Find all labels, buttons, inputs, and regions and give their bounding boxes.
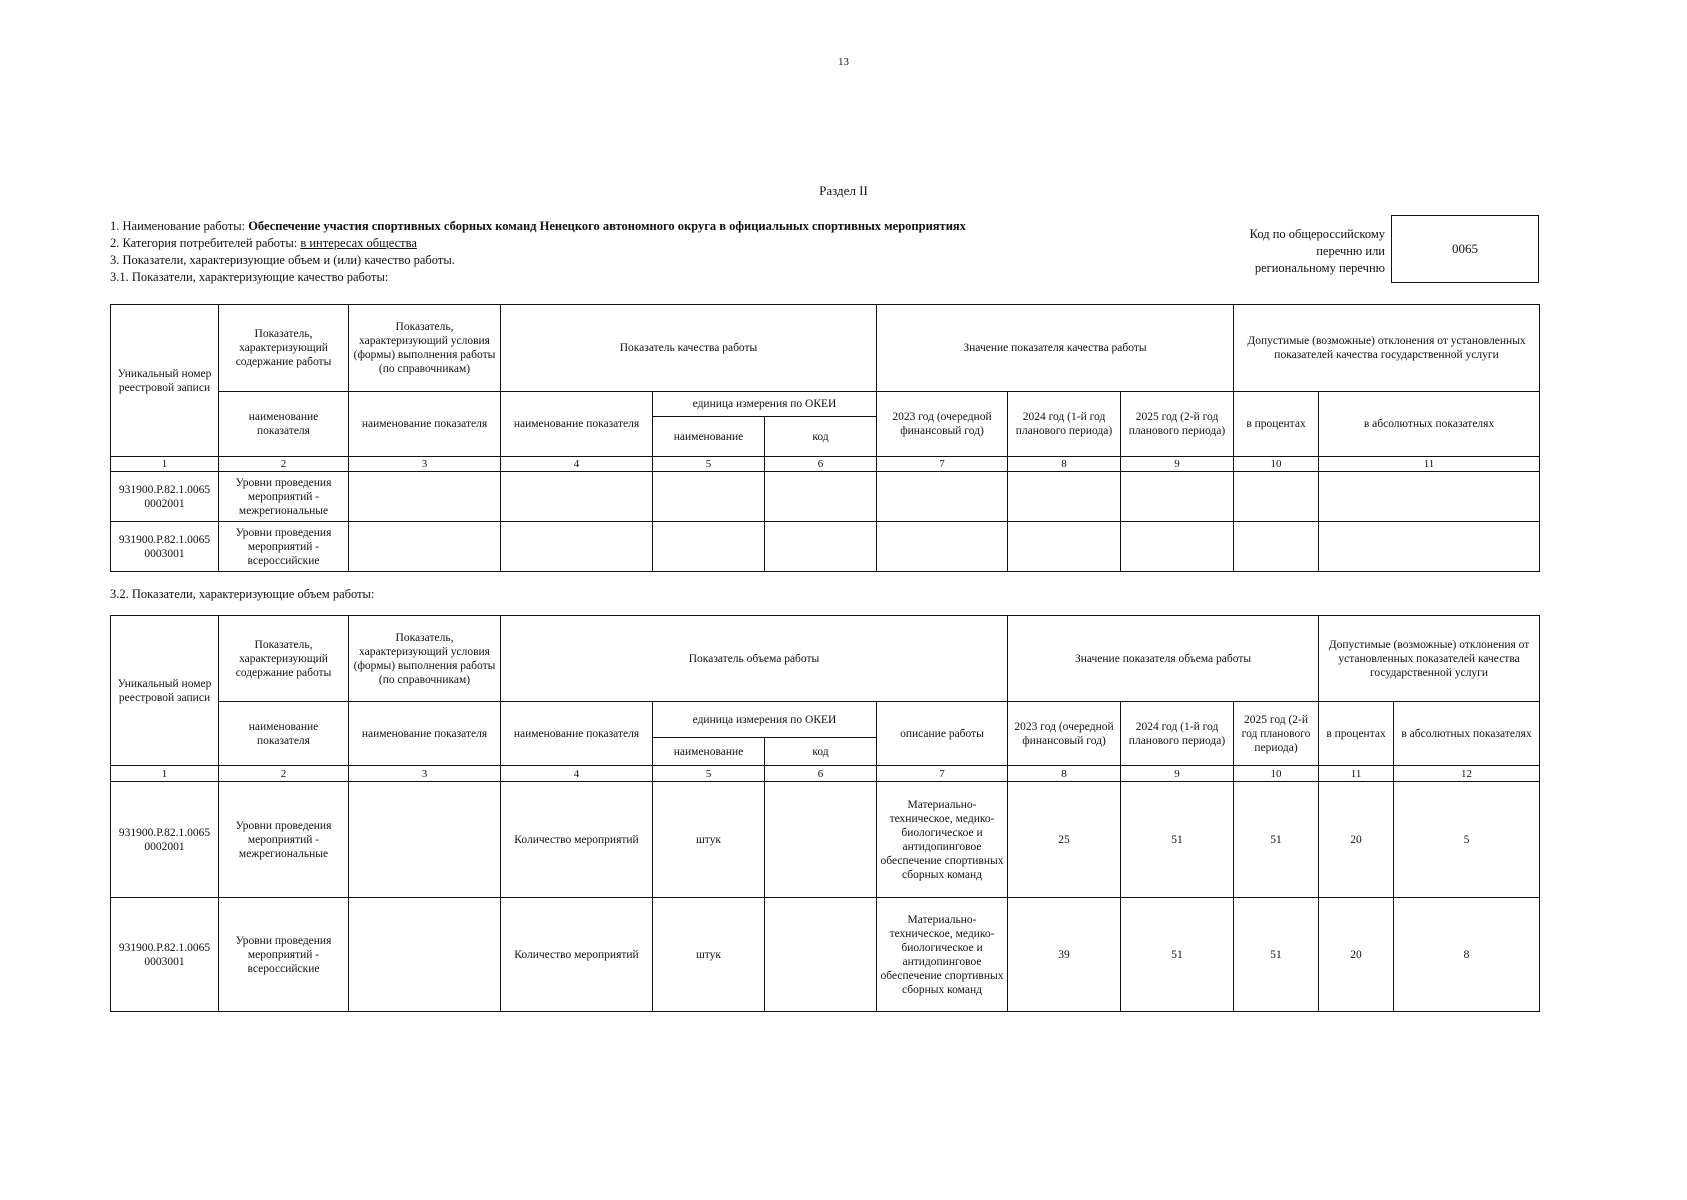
- qt-col-num: 1: [111, 457, 219, 472]
- vt-header-deviation: Допустимые (возможные) отклонения от установленных показателей качества государственной услуги: [1319, 616, 1540, 702]
- code-label-line-3: региональному перечню: [1254, 261, 1385, 275]
- vt-header-content: Показатель, характеризующий содержание работы: [219, 616, 349, 702]
- vt-row-2024: 51: [1121, 782, 1234, 898]
- consumer-category-label: 2. Категория потребителей работы:: [110, 236, 301, 250]
- vt-row-unit: штук: [653, 898, 765, 1012]
- qt-header-unique: Уникальный номер реестровой записи: [111, 305, 219, 457]
- qt-col-num: 11: [1319, 457, 1540, 472]
- vt-header-unique: Уникальный номер реестровой записи: [111, 616, 219, 766]
- quality-table: [110, 304, 1540, 572]
- vt-col-num: 11: [1319, 766, 1394, 782]
- vt-row-indicator: Количество мероприятий: [501, 782, 653, 898]
- work-info: [110, 218, 1210, 286]
- qt-header-value: Значение показателя качества работы: [877, 305, 1234, 392]
- qt-cell: [653, 522, 765, 572]
- qt-column-numbers: [111, 457, 1540, 472]
- qt-cell: [1319, 472, 1540, 522]
- consumer-category-line: [110, 235, 1210, 252]
- vt-cell: [765, 898, 877, 1012]
- vt-header-conditions: Показатель, характеризующий условия (формы) выполнения работы (по справочникам): [349, 616, 501, 702]
- vt-header-absolute: в абсолютных показателях: [1394, 702, 1540, 766]
- qt-col-num: 9: [1121, 457, 1234, 472]
- vt-col-num: 8: [1008, 766, 1121, 782]
- table-row: [111, 522, 1540, 572]
- vt-cell: [765, 782, 877, 898]
- qt-cell: [1319, 522, 1540, 572]
- code-label-line-1: Код по общероссийскому: [1249, 227, 1385, 241]
- qt-row-content: Уровни проведения мероприятий - межрегиональные: [219, 472, 349, 522]
- vt-col-num: 3: [349, 766, 501, 782]
- vt-col-num: 6: [765, 766, 877, 782]
- vt-row-unit: штук: [653, 782, 765, 898]
- vt-header-cond-name: наименование показателя: [349, 702, 501, 766]
- qt-col-num: 3: [349, 457, 501, 472]
- qt-col-num: 7: [877, 457, 1008, 472]
- qt-col-num: 5: [653, 457, 765, 472]
- qt-cell: [653, 472, 765, 522]
- table-row: [111, 472, 1540, 522]
- work-name-line: [110, 218, 1210, 235]
- vt-header-okei-name: наименование: [653, 738, 765, 766]
- qt-header-cond-name: наименование показателя: [349, 392, 501, 457]
- code-box: 0065: [1391, 215, 1539, 283]
- qt-header-content-name: наименование показателя: [219, 392, 349, 457]
- qt-header-conditions: Показатель, характеризующий условия (формы) выполнения работы (по справочникам): [349, 305, 501, 392]
- vt-row-id: 931900.Р.82.1.0065 0002001: [111, 782, 219, 898]
- vt-row-description: Материально-техническое, медико-биологическое и антидопинговое обеспечение спортивных сборных команд: [877, 782, 1008, 898]
- vt-row-indicator: Количество мероприятий: [501, 898, 653, 1012]
- vt-row-absolute: 8: [1394, 898, 1540, 1012]
- vt-header-okei: единица измерения по ОКЕИ: [653, 702, 877, 738]
- code-label: [1195, 226, 1385, 277]
- vt-row-2023: 39: [1008, 898, 1121, 1012]
- vt-header-value: Значение показателя объема работы: [1008, 616, 1319, 702]
- indicators-line: 3. Показатели, характеризующие объем и (или) качество работы.: [110, 253, 455, 267]
- qt-header-2025: 2025 год (2-й год планового периода): [1121, 392, 1234, 457]
- volume-table: [110, 615, 1540, 1012]
- vt-col-num: 5: [653, 766, 765, 782]
- vt-row-description: Материально-техническое, медико-биологическое и антидопинговое обеспечение спортивных сборных команд: [877, 898, 1008, 1012]
- vt-row-2023: 25: [1008, 782, 1121, 898]
- qt-header-okei-code: код: [765, 417, 877, 457]
- vt-col-num: 2: [219, 766, 349, 782]
- vt-row-absolute: 5: [1394, 782, 1540, 898]
- vt-row-2024: 51: [1121, 898, 1234, 1012]
- qt-header-2024: 2024 год (1-й год планового периода): [1008, 392, 1121, 457]
- vt-header-volume-name: наименование показателя: [501, 702, 653, 766]
- page-number: 13: [838, 56, 849, 68]
- qt-cell: [1008, 522, 1121, 572]
- vt-col-num: 9: [1121, 766, 1234, 782]
- qt-col-num: 8: [1008, 457, 1121, 472]
- work-name: Обеспечение участия спортивных сборных команд Ненецкого автономного округа в официальных спортивных мероприятиях: [248, 219, 966, 233]
- vt-header-description: описание работы: [877, 702, 1008, 766]
- code-label-line-2: перечню или: [1316, 244, 1385, 258]
- vt-col-num: 1: [111, 766, 219, 782]
- vt-col-num: 10: [1234, 766, 1319, 782]
- qt-header-quality-name: наименование показателя: [501, 392, 653, 457]
- qt-col-num: 10: [1234, 457, 1319, 472]
- vt-row-percent: 20: [1319, 782, 1394, 898]
- qt-cell: [501, 472, 653, 522]
- qt-cell: [1234, 522, 1319, 572]
- section-title: Раздел II: [819, 183, 868, 198]
- qt-cell: [765, 522, 877, 572]
- qt-cell: [1008, 472, 1121, 522]
- vt-row-2025: 51: [1234, 898, 1319, 1012]
- qt-row-content: Уровни проведения мероприятий - всероссийские: [219, 522, 349, 572]
- qt-cell: [349, 472, 501, 522]
- qt-cell: [877, 522, 1008, 572]
- qt-header-quality: Показатель качества работы: [501, 305, 877, 392]
- vt-row-percent: 20: [1319, 898, 1394, 1012]
- consumer-category: в интересах общества: [300, 236, 417, 250]
- vt-row-id: 931900.Р.82.1.0065 0003001: [111, 898, 219, 1012]
- qt-col-num: 6: [765, 457, 877, 472]
- qt-header-okei-name: наименование: [653, 417, 765, 457]
- table-row: [111, 782, 1540, 898]
- qt-col-num: 4: [501, 457, 653, 472]
- work-name-label: 1. Наименование работы:: [110, 219, 249, 233]
- qt-header-deviation: Допустимые (возможные) отклонения от установленных показателей качества государственной услуги: [1234, 305, 1540, 392]
- vt-row-content: Уровни проведения мероприятий - межрегиональные: [219, 782, 349, 898]
- vt-cell: [349, 782, 501, 898]
- qt-cell: [1121, 522, 1234, 572]
- vt-header-2023: 2023 год (очередной финансовый год): [1008, 702, 1121, 766]
- qt-cell: [877, 472, 1008, 522]
- qt-header-content: Показатель, характеризующий содержание работы: [219, 305, 349, 392]
- qt-row-id: 931900.Р.82.1.0065 0003001: [111, 522, 219, 572]
- vt-col-num: 7: [877, 766, 1008, 782]
- quality-heading: 3.1. Показатели, характеризующие качество работы:: [110, 270, 389, 284]
- vt-header-okei-code: код: [765, 738, 877, 766]
- vt-header-2024: 2024 год (1-й год планового периода): [1121, 702, 1234, 766]
- vt-row-2025: 51: [1234, 782, 1319, 898]
- vt-row-content: Уровни проведения мероприятий - всероссийские: [219, 898, 349, 1012]
- qt-header-percent: в процентах: [1234, 392, 1319, 457]
- vt-column-numbers: [111, 766, 1540, 782]
- qt-col-num: 2: [219, 457, 349, 472]
- vt-header-percent: в процентах: [1319, 702, 1394, 766]
- qt-cell: [1121, 472, 1234, 522]
- qt-cell: [1234, 472, 1319, 522]
- qt-cell: [501, 522, 653, 572]
- qt-header-okei: единица измерения по ОКЕИ: [653, 392, 877, 417]
- vt-col-num: 4: [501, 766, 653, 782]
- volume-heading: 3.2. Показатели, характеризующие объем работы:: [110, 587, 375, 601]
- vt-col-num: 12: [1394, 766, 1540, 782]
- vt-header-content-name: наименование показателя: [219, 702, 349, 766]
- qt-header-absolute: в абсолютных показателях: [1319, 392, 1540, 457]
- vt-header-2025: 2025 год (2-й год планового периода): [1234, 702, 1319, 766]
- table-row: [111, 898, 1540, 1012]
- qt-cell: [349, 522, 501, 572]
- qt-cell: [765, 472, 877, 522]
- vt-cell: [349, 898, 501, 1012]
- qt-header-2023: 2023 год (очередной финансовый год): [877, 392, 1008, 457]
- vt-header-volume: Показатель объема работы: [501, 616, 1008, 702]
- qt-row-id: 931900.Р.82.1.0065 0002001: [111, 472, 219, 522]
